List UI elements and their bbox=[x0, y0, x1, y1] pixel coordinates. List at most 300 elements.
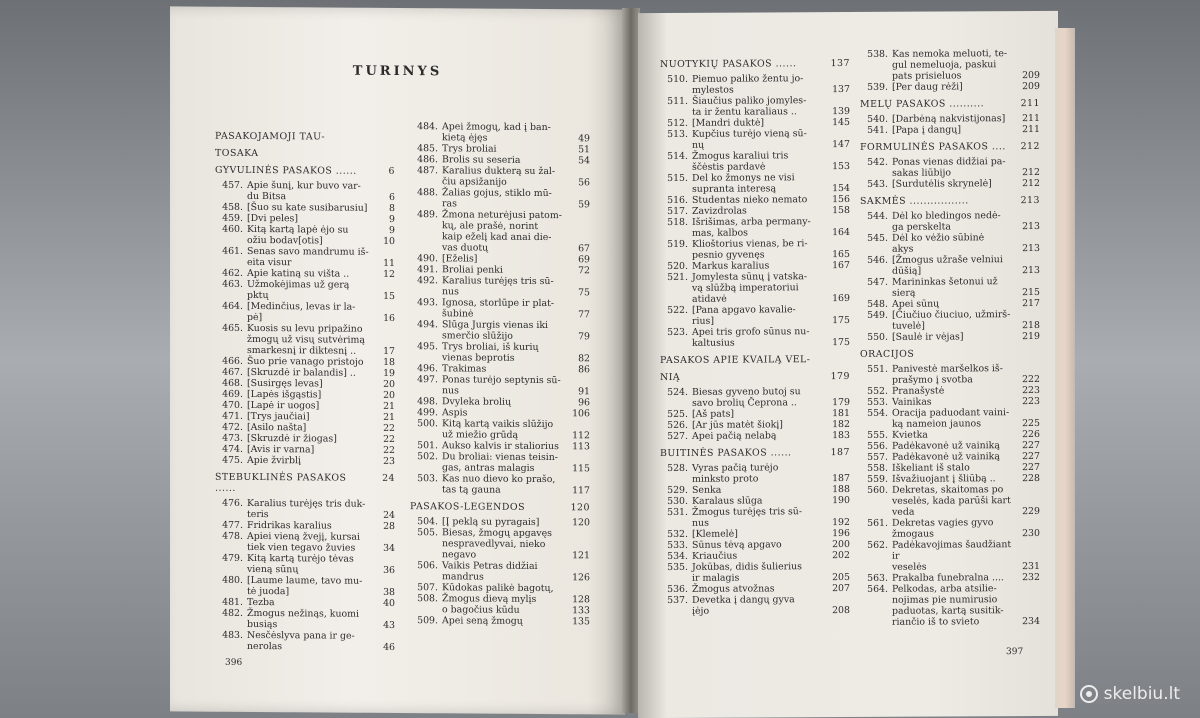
entry-page: 79 bbox=[578, 331, 590, 343]
entry-title: Apei sūnų bbox=[892, 298, 940, 310]
watermark-text: skelbiu.lt bbox=[1103, 684, 1180, 704]
section-title: PASAKOJAMOJI TAU- bbox=[215, 130, 326, 143]
page-title: TURINYS bbox=[352, 63, 443, 80]
entry-page: 232 bbox=[1022, 571, 1040, 584]
entry-title: Panivestė maršelkos iš- bbox=[892, 363, 1003, 375]
entry-number: 515. bbox=[667, 172, 688, 184]
entry-page: 209 bbox=[1022, 80, 1040, 93]
entry-title: [Lapė ir uogos] bbox=[247, 399, 320, 412]
entry-title: atidavė bbox=[692, 293, 727, 305]
entry-number: 467. bbox=[222, 366, 243, 378]
entry-page: 10 bbox=[383, 235, 395, 247]
entry-title: gul nemeluoja, paskui bbox=[892, 59, 997, 71]
entry-title: Karalius dukterą su žal- bbox=[442, 165, 556, 178]
entry-number: 472. bbox=[222, 421, 243, 433]
entry-title: kaltusius bbox=[692, 337, 735, 349]
entry-page: 49 bbox=[578, 133, 590, 145]
entry-title: Dekretas, skaitomas po bbox=[892, 484, 1004, 496]
entry-page: 12 bbox=[383, 268, 395, 280]
entry-title: pesnio gyvenęs bbox=[692, 249, 765, 261]
entry-number: 511. bbox=[667, 95, 688, 107]
entry-title: kaip eželį kad anai die- bbox=[442, 231, 552, 244]
toc-entry bbox=[410, 341, 590, 353]
entry-number: 512. bbox=[667, 117, 688, 129]
entry-title: šubinė bbox=[442, 308, 474, 320]
entry-page: 22 bbox=[383, 433, 395, 445]
entry-title: Ignosa, storlūpe ir plat- bbox=[442, 297, 555, 310]
entry-title: Ponas vienas didžiai pa- bbox=[892, 156, 1006, 168]
entry-title: už miežio grūdą bbox=[442, 429, 519, 441]
entry-page: 40 bbox=[383, 597, 395, 609]
section-title: SAKMĖS ................. bbox=[860, 195, 969, 207]
entry-title: Apie šunį, kur buvo var- bbox=[247, 179, 361, 192]
page-edges bbox=[1055, 28, 1075, 708]
entry-number: 557. bbox=[867, 451, 888, 463]
entry-title: Žmogus atvožnas bbox=[692, 583, 775, 595]
entry-title: Fridrikas karalius bbox=[247, 519, 332, 532]
entry-page: 213 bbox=[1022, 242, 1040, 255]
entry-page: 145 bbox=[832, 116, 850, 129]
entry-title: nų bbox=[692, 139, 705, 151]
entry-page: 133 bbox=[572, 605, 590, 617]
toc-entry bbox=[215, 455, 395, 467]
entry-number: 520. bbox=[667, 260, 688, 272]
right-page bbox=[638, 11, 1058, 718]
entry-number: 464. bbox=[222, 300, 243, 312]
entry-title: Devetka į dangų gyva bbox=[692, 594, 795, 606]
entry-title: veselės bbox=[892, 561, 927, 573]
entry-page: 165 bbox=[832, 248, 850, 261]
entry-title: Žmona neturėjusi patom- bbox=[442, 209, 562, 222]
entry-page: 215 bbox=[1022, 286, 1040, 299]
entry-title: Kitą kartą vaikis slūžijo bbox=[442, 418, 554, 431]
entry-page: 17 bbox=[383, 345, 395, 357]
entry-title: Kupčius turėjo vieną sū- bbox=[692, 128, 807, 140]
entry-number: 485. bbox=[417, 143, 438, 155]
entry-number: 536. bbox=[667, 583, 688, 595]
entry-title: Slūga Jurgis vienas iki bbox=[442, 319, 549, 332]
entry-page: 126 bbox=[572, 572, 590, 584]
entry-title: Žmogus nežinąs, kuomi bbox=[247, 607, 360, 620]
entry-title: žmogų už visų sutvėrimą bbox=[247, 333, 365, 346]
entry-title: Žmogus karaliui tris bbox=[692, 150, 789, 162]
left-page bbox=[170, 6, 625, 714]
entry-title: Tezba bbox=[247, 596, 275, 609]
entry-title: Du broliai: vienas teisin- bbox=[442, 451, 558, 464]
toc-entry bbox=[215, 498, 395, 510]
entry-number: 539. bbox=[867, 81, 888, 93]
entry-title: Sūnus tėvą apgavo bbox=[692, 539, 782, 551]
toc-section-heading bbox=[660, 58, 850, 70]
entry-page: 208 bbox=[832, 604, 850, 617]
entry-number: 526. bbox=[667, 419, 688, 431]
entry-number: 553. bbox=[867, 396, 888, 408]
entry-title: tiek vien tegavo žuvies bbox=[247, 541, 356, 554]
entry-page: 218 bbox=[1022, 319, 1040, 332]
entry-page: 229 bbox=[1022, 505, 1040, 518]
entry-title: čiu apsižanijo bbox=[442, 176, 507, 188]
toc-entry bbox=[215, 531, 395, 543]
entry-number: 508. bbox=[417, 593, 438, 605]
entry-page: 137 bbox=[832, 83, 850, 96]
entry-title: Kitą kartą turėjo tėvas bbox=[247, 552, 354, 565]
entry-title: mandrus bbox=[442, 571, 484, 583]
entry-page: 43 bbox=[383, 619, 395, 631]
toc-entry bbox=[215, 279, 395, 291]
entry-title: vienas beprotis bbox=[442, 352, 515, 364]
entry-number: 529. bbox=[667, 484, 688, 496]
toc-entry bbox=[215, 180, 395, 192]
toc-entry bbox=[410, 593, 590, 605]
entry-title: [Papa į dangų] bbox=[892, 124, 962, 136]
entry-page: 227 bbox=[1022, 450, 1040, 463]
entry-title: [Šuo su kate susibarusiu] bbox=[247, 201, 368, 214]
entry-number: 477. bbox=[222, 519, 243, 531]
section-page: 179 bbox=[830, 370, 850, 383]
entry-number: 531. bbox=[667, 506, 688, 518]
entry-title: minksto proto bbox=[692, 473, 759, 485]
entry-page: 179 bbox=[832, 396, 850, 409]
entry-title: [Skruzdė ir žiogas] bbox=[247, 432, 337, 445]
entry-title: [Pana apgavo kavalie- bbox=[692, 304, 796, 316]
section-title: MELŲ PASAKOS .......... bbox=[860, 98, 985, 110]
entry-page: 82 bbox=[578, 353, 590, 365]
entry-title: riančio iš to svieto bbox=[892, 616, 980, 628]
section-page: 6 bbox=[388, 165, 395, 177]
toc-entry bbox=[410, 560, 590, 572]
entry-number: 517. bbox=[667, 205, 688, 217]
entry-page: 135 bbox=[572, 616, 590, 628]
entry-number: 492. bbox=[417, 275, 438, 287]
toc-entry bbox=[215, 301, 395, 313]
entry-title: [Darbėną nakvistijonas] bbox=[892, 113, 1006, 125]
entry-title: Karalius turėjęs tris duk- bbox=[247, 497, 366, 510]
entry-title: Apei pačią nelabą bbox=[692, 430, 777, 442]
entry-title: Klioštorius vienas, be ri- bbox=[692, 238, 808, 250]
entry-title: mas, kalbos bbox=[692, 227, 748, 239]
entry-number: 471. bbox=[222, 410, 243, 422]
entry-title: Trys broliai bbox=[442, 143, 497, 155]
toc-entry bbox=[410, 418, 590, 430]
entry-page: 212 bbox=[1022, 166, 1040, 179]
section-title: TOSAKA bbox=[215, 147, 259, 160]
entry-title: [Asilo našta] bbox=[247, 421, 307, 434]
entry-title: [Per daug rėži] bbox=[892, 81, 963, 93]
section-page: 24 bbox=[382, 472, 395, 484]
entry-title: pė] bbox=[247, 311, 263, 324]
entry-title: Vainikas bbox=[892, 396, 932, 408]
entry-page: 205 bbox=[832, 571, 850, 584]
entry-title: [Eželis] bbox=[442, 253, 478, 265]
entry-page: 22 bbox=[383, 444, 395, 456]
toc-entry bbox=[860, 616, 1040, 628]
toc-entry bbox=[410, 275, 590, 287]
entry-page: 9 bbox=[389, 213, 395, 225]
entry-page: 230 bbox=[1022, 527, 1040, 540]
entry-title: Padėkavonė už vainiką bbox=[892, 451, 1000, 463]
section-title: PASAKOS-LEGENDOS bbox=[410, 501, 526, 513]
toc-section-heading bbox=[660, 354, 850, 366]
entry-number: 475. bbox=[222, 454, 243, 466]
entry-number: 556. bbox=[867, 440, 888, 452]
entry-title: eita visur bbox=[247, 256, 292, 269]
entry-page: 120 bbox=[572, 517, 590, 529]
entry-title: Kuosis su levu pripažino bbox=[247, 322, 363, 335]
section-title: FORMULINĖS PASAKOS .... bbox=[860, 141, 1006, 153]
entry-page: 54 bbox=[578, 155, 590, 167]
entry-page: 24 bbox=[383, 509, 395, 521]
toc-entry bbox=[410, 484, 590, 496]
entry-title: [Klemelė] bbox=[692, 528, 738, 540]
entry-title: teris bbox=[247, 508, 269, 521]
entry-number: 533. bbox=[667, 539, 688, 551]
entry-title: [Skruzdė ir balandis] .. bbox=[247, 366, 356, 379]
entry-title: dūšią] bbox=[892, 265, 922, 277]
entry-page: 21 bbox=[383, 400, 395, 412]
entry-number: 469. bbox=[222, 388, 243, 400]
entry-number: 559. bbox=[867, 473, 888, 485]
toc-entry bbox=[410, 209, 590, 221]
entry-title: Dėl ko vėžio sūbinė bbox=[892, 232, 985, 244]
entry-title: vą slūžbą imperatoriui bbox=[692, 282, 799, 294]
entry-title: [Laume laume, tavo mu- bbox=[247, 574, 363, 587]
entry-number: 538. bbox=[867, 48, 888, 60]
entry-page: 6 bbox=[389, 191, 395, 203]
entry-number: 528. bbox=[667, 462, 688, 474]
entry-title: [Trys jaučiai] bbox=[247, 410, 310, 423]
entry-title: ožiu bodav[otis] bbox=[247, 234, 323, 247]
entry-page: 227 bbox=[1022, 461, 1040, 474]
entry-title: Broliai penki bbox=[442, 264, 503, 276]
entry-title: Brolis su seseria bbox=[442, 154, 521, 166]
entry-page: 106 bbox=[572, 408, 590, 420]
toc-section-heading bbox=[215, 131, 395, 143]
entry-title: mylestos bbox=[692, 84, 734, 96]
entry-page: 222 bbox=[1022, 373, 1040, 386]
entry-number: 547. bbox=[867, 276, 888, 288]
entry-title: Apie žvirblį bbox=[247, 454, 302, 467]
entry-number: 466. bbox=[222, 355, 243, 367]
entry-title: Del ko žmonys ne visi bbox=[692, 172, 795, 184]
entry-number: 488. bbox=[417, 187, 438, 199]
entry-title: Biesas gyveno butoj su bbox=[692, 386, 801, 398]
entry-title: pats prisieluos bbox=[892, 70, 962, 82]
entry-number: 474. bbox=[222, 443, 243, 455]
entry-number: 500. bbox=[417, 418, 438, 430]
entry-title: Apie katiną su višta .. bbox=[247, 267, 350, 280]
entry-title: Prakalba funebralna .... bbox=[892, 572, 1004, 584]
watermark-logo-icon bbox=[1079, 684, 1099, 704]
section-page: 211 bbox=[1020, 97, 1040, 110]
entry-page: 22 bbox=[383, 422, 395, 434]
entry-number: 498. bbox=[417, 396, 438, 408]
entry-number: 522. bbox=[667, 304, 688, 316]
entry-page: 231 bbox=[1022, 560, 1040, 573]
entry-page: 219 bbox=[1022, 330, 1040, 343]
section-title: BUITINĖS PASAKOS ...... bbox=[660, 447, 792, 459]
entry-page: 234 bbox=[1022, 615, 1040, 628]
entry-number: 489. bbox=[417, 209, 438, 221]
entry-title: rius] bbox=[692, 315, 714, 327]
entry-number: 490. bbox=[417, 253, 438, 265]
entry-number: 564. bbox=[867, 583, 888, 595]
entry-page: 190 bbox=[832, 494, 850, 507]
entry-title: Padėkavojimas šaudžiant ir bbox=[892, 539, 1012, 562]
entry-number: 530. bbox=[667, 495, 688, 507]
entry-title: Zavizdrolas bbox=[692, 205, 747, 217]
entry-title: prašymo į svotba bbox=[892, 374, 973, 386]
entry-title: Senka bbox=[692, 484, 722, 496]
entry-page: 209 bbox=[1022, 69, 1040, 82]
entry-page: 77 bbox=[578, 309, 590, 321]
entry-number: 544. bbox=[867, 210, 888, 222]
entry-title: [Avis ir varna] bbox=[247, 443, 315, 456]
entry-number: 495. bbox=[417, 341, 438, 353]
entry-page: 46 bbox=[383, 641, 395, 653]
entry-page: 181 bbox=[832, 407, 850, 420]
page-number: 396 bbox=[225, 657, 243, 668]
entry-number: 465. bbox=[222, 322, 243, 334]
entry-number: 514. bbox=[667, 150, 688, 162]
toc-entry bbox=[410, 121, 590, 133]
entry-title: Žmogus turėjęs tris sū- bbox=[692, 506, 803, 518]
entry-number: 546. bbox=[867, 254, 888, 266]
entry-page: 213 bbox=[1022, 264, 1040, 277]
toc-entry bbox=[215, 630, 395, 642]
entry-title: įėjo bbox=[692, 605, 710, 617]
entry-number: 562. bbox=[867, 539, 888, 551]
entry-number: 509. bbox=[417, 615, 438, 627]
entry-title: nespravedlyvai, nieko bbox=[442, 538, 546, 551]
entry-title: ščėstis pardavė bbox=[692, 161, 766, 173]
entry-title: Kitą kartą lapė ėjo su bbox=[247, 223, 349, 236]
toc-entry bbox=[215, 575, 395, 587]
entry-page: 21 bbox=[383, 411, 395, 423]
entry-page: 225 bbox=[1022, 417, 1040, 430]
toc-section-heading bbox=[215, 165, 395, 177]
entry-title: Užmokėjimas už gerą bbox=[247, 278, 350, 291]
entry-title: tas tą gauna bbox=[442, 484, 501, 496]
toc-entry bbox=[410, 473, 590, 485]
entry-number: 497. bbox=[417, 374, 438, 386]
toc-entry bbox=[410, 165, 590, 177]
entry-number: 502. bbox=[417, 451, 438, 463]
entry-number: 480. bbox=[222, 574, 243, 586]
entry-number: 527. bbox=[667, 430, 688, 442]
entry-title: ras bbox=[442, 198, 457, 210]
entry-title: nus bbox=[442, 286, 459, 298]
toc-section-heading bbox=[215, 472, 395, 495]
entry-title: [Mandri duktė] bbox=[692, 117, 765, 129]
entry-page: 227 bbox=[1022, 439, 1040, 452]
entry-title: Šuo prie vanago pristojo bbox=[247, 355, 364, 368]
entry-title: [Į peklą su pyragais] bbox=[442, 516, 540, 528]
entry-number: 524. bbox=[667, 386, 688, 398]
entry-number: 486. bbox=[417, 154, 438, 166]
entry-number: 481. bbox=[222, 596, 243, 608]
entry-title: Kas nemoka meluoti, te- bbox=[892, 48, 1008, 60]
entry-page: 8 bbox=[389, 202, 395, 214]
entry-page: 23 bbox=[383, 455, 395, 467]
toc-column-left-1 bbox=[215, 125, 395, 653]
entry-title: Išrišimas, arba permany- bbox=[692, 216, 811, 228]
toc-entry bbox=[215, 553, 395, 565]
toc-entry bbox=[860, 539, 1040, 562]
entry-number: 507. bbox=[417, 582, 438, 594]
toc-entry bbox=[410, 615, 590, 627]
entry-number: 478. bbox=[222, 530, 243, 542]
entry-page: 34 bbox=[383, 542, 395, 554]
entry-page: 69 bbox=[578, 254, 590, 266]
entry-number: 548. bbox=[867, 298, 888, 310]
entry-title: Pranašystė bbox=[892, 385, 945, 397]
entry-page: 15 bbox=[383, 290, 395, 302]
entry-title: Žalias gojus, stiklo mū- bbox=[442, 187, 552, 200]
entry-title: kų, ale prašė, norint bbox=[442, 220, 539, 232]
entry-title: Aukso kalvis ir staliorius bbox=[442, 440, 559, 453]
entry-title: supranta interesą bbox=[692, 183, 777, 195]
entry-title: ką nameion jaunos bbox=[892, 418, 982, 430]
toc-entry bbox=[860, 178, 1040, 190]
entry-page: 113 bbox=[572, 441, 590, 453]
entry-number: 501. bbox=[417, 440, 438, 452]
toc-entry bbox=[860, 81, 1040, 93]
entry-number: 482. bbox=[222, 607, 243, 619]
entry-title: Kas nuo dievo ko prašo, bbox=[442, 473, 556, 486]
entry-page: 18 bbox=[383, 356, 395, 368]
toc-entry bbox=[215, 323, 395, 335]
entry-title: smarkesnį ir diktesnį .. bbox=[247, 344, 357, 357]
entry-title: [Čiučiuo čiuciuo, užmirš- bbox=[892, 309, 1011, 321]
entry-number: 476. bbox=[222, 497, 243, 509]
entry-page: 207 bbox=[832, 582, 850, 595]
entry-title: gas, antras malagis bbox=[442, 462, 535, 474]
entry-page: 19 bbox=[383, 367, 395, 379]
entry-number: 560. bbox=[867, 484, 888, 496]
toc-entry bbox=[215, 641, 395, 653]
entry-title: [Medinčius, levas ir la- bbox=[247, 300, 356, 313]
entry-title: Vaikis Petras didžiai bbox=[442, 560, 538, 572]
section-page: 213 bbox=[1020, 194, 1040, 207]
entry-number: 551. bbox=[867, 363, 888, 375]
entry-page: 182 bbox=[832, 418, 850, 431]
entry-title: Apei tris grofo sūnus nu- bbox=[692, 326, 810, 338]
entry-title: Karalius turėjęs tris sū- bbox=[442, 275, 554, 288]
entry-page: 213 bbox=[1022, 220, 1040, 233]
entry-page: 223 bbox=[1022, 384, 1040, 397]
entry-number: 516. bbox=[667, 194, 688, 206]
entry-number: 479. bbox=[222, 552, 243, 564]
toc-entry bbox=[660, 430, 850, 442]
entry-title: du Bitsa bbox=[247, 190, 287, 203]
entry-page: 223 bbox=[1022, 395, 1040, 408]
entry-page: 196 bbox=[832, 527, 850, 540]
entry-page: 183 bbox=[832, 429, 850, 442]
toc-column-right-2 bbox=[860, 48, 1040, 628]
entry-page: 153 bbox=[832, 160, 850, 173]
section-page: 187 bbox=[830, 446, 850, 459]
section-page bbox=[1014, 348, 1040, 359]
section-title: NUOTYKIŲ PASAKOS ...... bbox=[660, 58, 797, 70]
entry-number: 468. bbox=[222, 377, 243, 389]
entry-number: 561. bbox=[867, 517, 888, 529]
entry-title: Marininkas šetonui už bbox=[892, 276, 998, 288]
entry-page: 72 bbox=[578, 265, 590, 277]
section-title: STEBUKLINĖS PASAKOS ...... bbox=[215, 471, 347, 494]
entry-number: 534. bbox=[667, 550, 688, 562]
toc-column-right-1 bbox=[660, 52, 850, 617]
entry-title: tuvelė] bbox=[892, 320, 925, 332]
